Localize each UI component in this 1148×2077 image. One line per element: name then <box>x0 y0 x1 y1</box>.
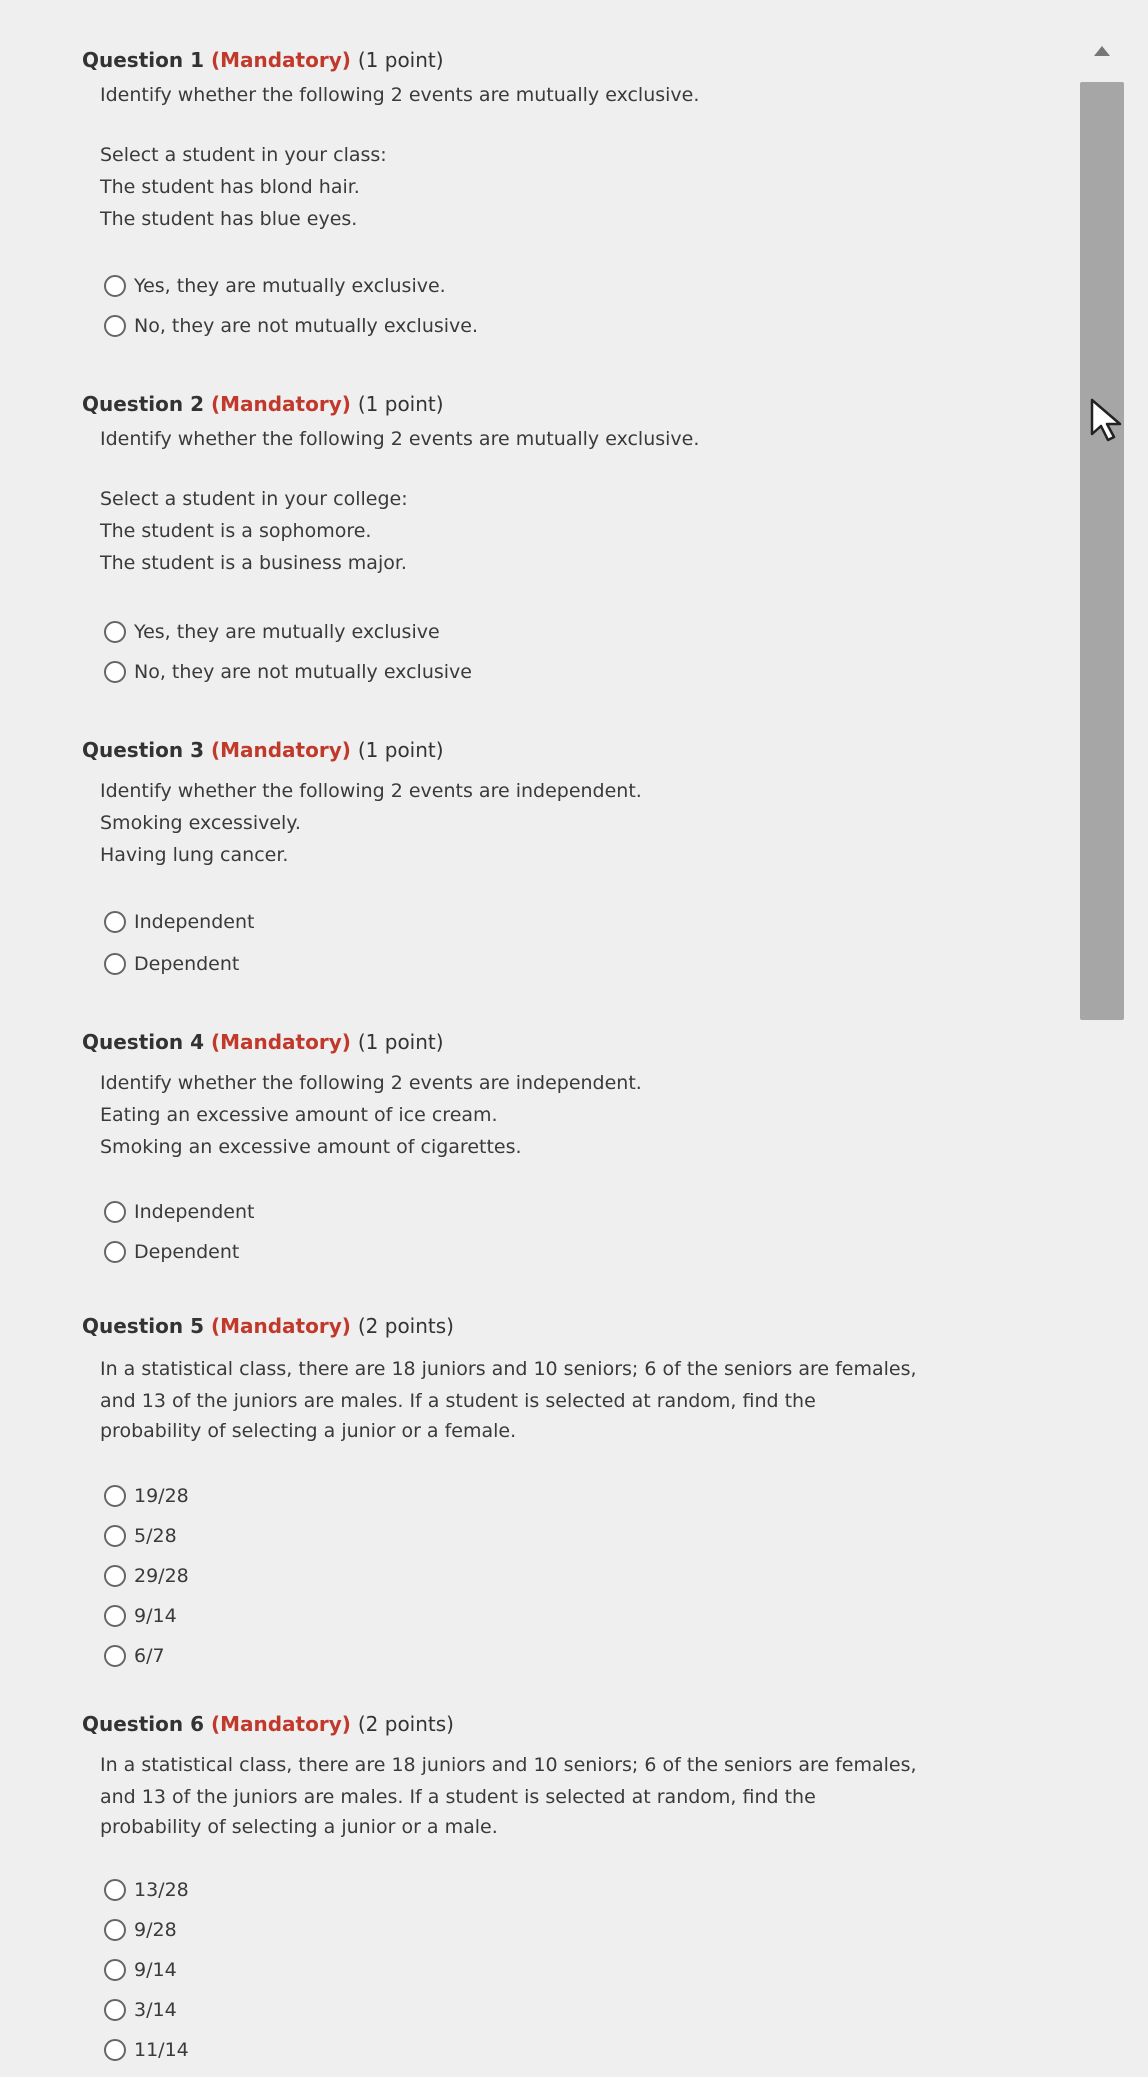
answer-option[interactable] <box>104 1560 189 1592</box>
answer-option[interactable] <box>104 1480 189 1512</box>
question-text: and 13 of the juniors are males. If a student is selected at random, find the <box>100 1786 816 1808</box>
radio-button[interactable] <box>104 661 126 683</box>
answer-option[interactable] <box>104 1600 177 1632</box>
question-text: Identify whether the following 2 events are independent. <box>100 780 642 802</box>
answer-option[interactable] <box>104 906 254 938</box>
points-label: (1 point) <box>357 738 444 762</box>
answer-option[interactable] <box>104 1236 239 1268</box>
question-number: Question 2 <box>82 392 204 416</box>
radio-button[interactable] <box>104 1999 126 2021</box>
question-number: Question 4 <box>82 1030 204 1054</box>
points-label: (1 point) <box>357 1030 444 1054</box>
question-text: Identify whether the following 2 events are mutually exclusive. <box>100 84 700 106</box>
question-1-header <box>82 48 444 72</box>
question-text: Smoking an excessive amount of cigarettes. <box>100 1136 522 1158</box>
question-text: Smoking excessively. <box>100 812 301 834</box>
radio-button[interactable] <box>104 1201 126 1223</box>
option-label: Dependent <box>134 953 240 975</box>
radio-button[interactable] <box>104 2039 126 2061</box>
question-text: Select a student in your class: <box>100 144 387 166</box>
scroll-up-arrow-icon[interactable] <box>1094 46 1110 56</box>
question-text: In a statistical class, there are 18 juniors and 10 seniors; 6 of the seniors are females, <box>100 1754 917 1776</box>
option-label: 9/14 <box>134 1605 177 1627</box>
question-number: Question 3 <box>82 738 204 762</box>
question-text: Select a student in your college: <box>100 488 408 510</box>
mandatory-tag: (Mandatory) <box>210 1314 351 1338</box>
question-text: The student has blond hair. <box>100 176 360 198</box>
option-label: 6/7 <box>134 1645 165 1667</box>
answer-option[interactable] <box>104 1914 177 1946</box>
option-label: No, they are not mutually exclusive <box>134 661 472 683</box>
mandatory-tag: (Mandatory) <box>210 1712 351 1736</box>
radio-button[interactable] <box>104 1525 126 1547</box>
option-label: 9/28 <box>134 1919 177 1941</box>
question-text: In a statistical class, there are 18 juniors and 10 seniors; 6 of the seniors are females, <box>100 1358 917 1380</box>
radio-button[interactable] <box>104 911 126 933</box>
answer-option[interactable] <box>104 616 440 648</box>
mandatory-tag: (Mandatory) <box>210 48 351 72</box>
radio-button[interactable] <box>104 1565 126 1587</box>
answer-option[interactable] <box>104 1520 177 1552</box>
option-label: Yes, they are mutually exclusive. <box>134 275 446 297</box>
option-label: Independent <box>134 1201 255 1223</box>
radio-button[interactable] <box>104 1645 126 1667</box>
question-number: Question 6 <box>82 1712 204 1736</box>
option-label: 29/28 <box>134 1565 189 1587</box>
answer-option[interactable] <box>104 656 472 688</box>
question-text: and 13 of the juniors are males. If a student is selected at random, find the <box>100 1390 816 1412</box>
mouse-pointer-icon <box>1090 398 1124 442</box>
points-label: (2 points) <box>357 1712 454 1736</box>
answer-option[interactable] <box>104 2034 189 2066</box>
mandatory-tag: (Mandatory) <box>210 1030 351 1054</box>
question-2-header <box>82 392 444 416</box>
answer-option[interactable] <box>104 948 239 980</box>
points-label: (1 point) <box>357 48 444 72</box>
radio-button[interactable] <box>104 1919 126 1941</box>
question-text: Eating an excessive amount of ice cream. <box>100 1104 498 1126</box>
question-text: Identify whether the following 2 events are mutually exclusive. <box>100 428 700 450</box>
radio-button[interactable] <box>104 953 126 975</box>
vertical-scrollbar[interactable] <box>1080 24 1124 1024</box>
option-label: 19/28 <box>134 1485 189 1507</box>
radio-button[interactable] <box>104 1879 126 1901</box>
option-label: Independent <box>134 911 255 933</box>
option-label: No, they are not mutually exclusive. <box>134 315 479 337</box>
points-label: (1 point) <box>357 392 444 416</box>
radio-button[interactable] <box>104 275 126 297</box>
radio-button[interactable] <box>104 315 126 337</box>
answer-option[interactable] <box>104 1954 177 1986</box>
answer-option[interactable] <box>104 1994 177 2026</box>
option-label: 13/28 <box>134 1879 189 1901</box>
option-label: 9/14 <box>134 1959 177 1981</box>
question-5-header <box>82 1314 454 1338</box>
radio-button[interactable] <box>104 1605 126 1627</box>
question-text: The student has blue eyes. <box>100 208 358 230</box>
question-number: Question 5 <box>82 1314 204 1338</box>
points-label: (2 points) <box>357 1314 454 1338</box>
radio-button[interactable] <box>104 1485 126 1507</box>
question-4-header <box>82 1030 444 1054</box>
option-label: 3/14 <box>134 1999 177 2021</box>
question-number: Question 1 <box>82 48 204 72</box>
mandatory-tag: (Mandatory) <box>210 738 351 762</box>
answer-option[interactable] <box>104 1196 254 1228</box>
question-3-header <box>82 738 444 762</box>
question-text: probability of selecting a junior or a male. <box>100 1816 498 1838</box>
radio-button[interactable] <box>104 1241 126 1263</box>
radio-button[interactable] <box>104 621 126 643</box>
question-6-header <box>82 1712 454 1736</box>
question-text: Having lung cancer. <box>100 844 289 866</box>
option-label: Dependent <box>134 1241 240 1263</box>
question-text: probability of selecting a junior or a female. <box>100 1420 517 1442</box>
answer-option[interactable] <box>104 1874 189 1906</box>
option-label: Yes, they are mutually exclusive <box>134 621 440 643</box>
question-text: The student is a business major. <box>100 552 407 574</box>
question-text: Identify whether the following 2 events are independent. <box>100 1072 642 1094</box>
radio-button[interactable] <box>104 1959 126 1981</box>
question-text: The student is a sophomore. <box>100 520 372 542</box>
answer-option[interactable] <box>104 310 478 342</box>
mandatory-tag: (Mandatory) <box>210 392 351 416</box>
option-label: 11/14 <box>134 2039 189 2061</box>
answer-option[interactable] <box>104 270 446 302</box>
scrollbar-thumb[interactable] <box>1080 82 1124 1020</box>
answer-option[interactable] <box>104 1640 165 1672</box>
option-label: 5/28 <box>134 1525 177 1547</box>
